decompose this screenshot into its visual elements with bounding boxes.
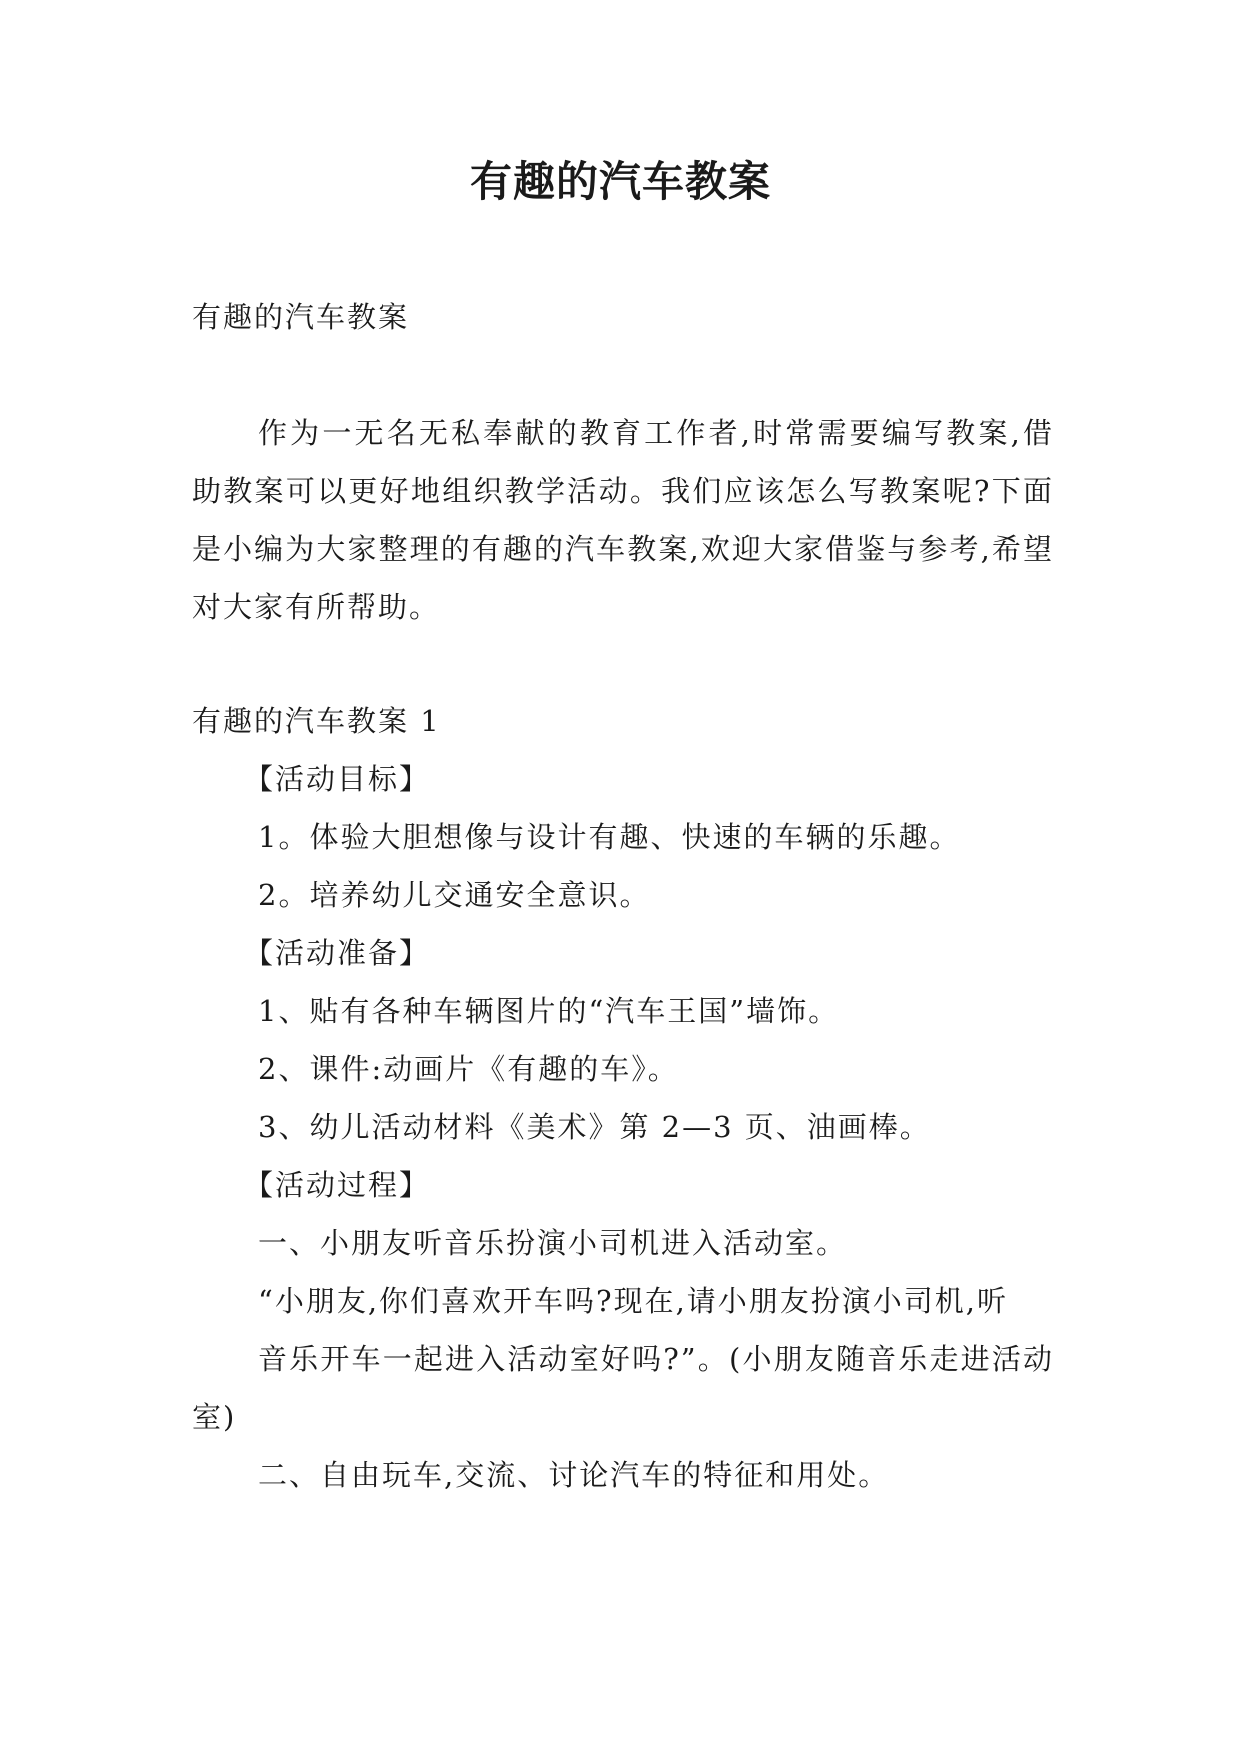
- section-title: 有趣的汽车教案 1: [192, 704, 441, 738]
- process-heading: 【活动过程】: [244, 1168, 431, 1202]
- lesson-section-1: [192, 692, 1054, 1504]
- process-step-2: 二、自由玩车,交流、讨论汽车的特征和用处。: [258, 1458, 890, 1492]
- prep-item-2: 2、课件:动画片《有趣的车》。: [258, 1052, 679, 1086]
- prep-heading: 【活动准备】: [244, 936, 431, 970]
- goal-item-1: 1。体验大胆想像与设计有趣、快速的车辆的乐趣。: [258, 820, 961, 854]
- prep-item-1: 1、贴有各种车辆图片的“汽车王国”墙饰。: [258, 994, 840, 1028]
- goal-item-2: 2。培养幼儿交通安全意识。: [258, 878, 651, 912]
- goal-heading: 【活动目标】: [244, 762, 431, 796]
- document-title: 有趣的汽车教案: [469, 157, 771, 206]
- process-step-1-quote-a: “小朋友,你们喜欢开车吗?现在,请小朋友扮演小司机,听: [258, 1284, 1009, 1318]
- intro-paragraph: 作为一无名无私奉献的教育工作者,时常需要编写教案,借助教案可以更好地组织教学活动。我们应该怎么写教案呢?下面是小编为大家整理的有趣的汽车教案,欢迎大家借鉴与参考,希望对大家有所帮助。: [192, 416, 1054, 624]
- document-subtitle: 有趣的汽车教案: [192, 300, 410, 334]
- process-step-1: 一、小朋友听音乐扮演小司机进入活动室。: [258, 1226, 848, 1260]
- prep-item-3: 3、幼儿活动材料《美术》第 2—3 页、油画棒。: [258, 1110, 931, 1144]
- process-step-1-quote-b: 音乐开车一起进入活动室好吗?”。(小朋友随音乐走进活动室): [192, 1342, 1054, 1434]
